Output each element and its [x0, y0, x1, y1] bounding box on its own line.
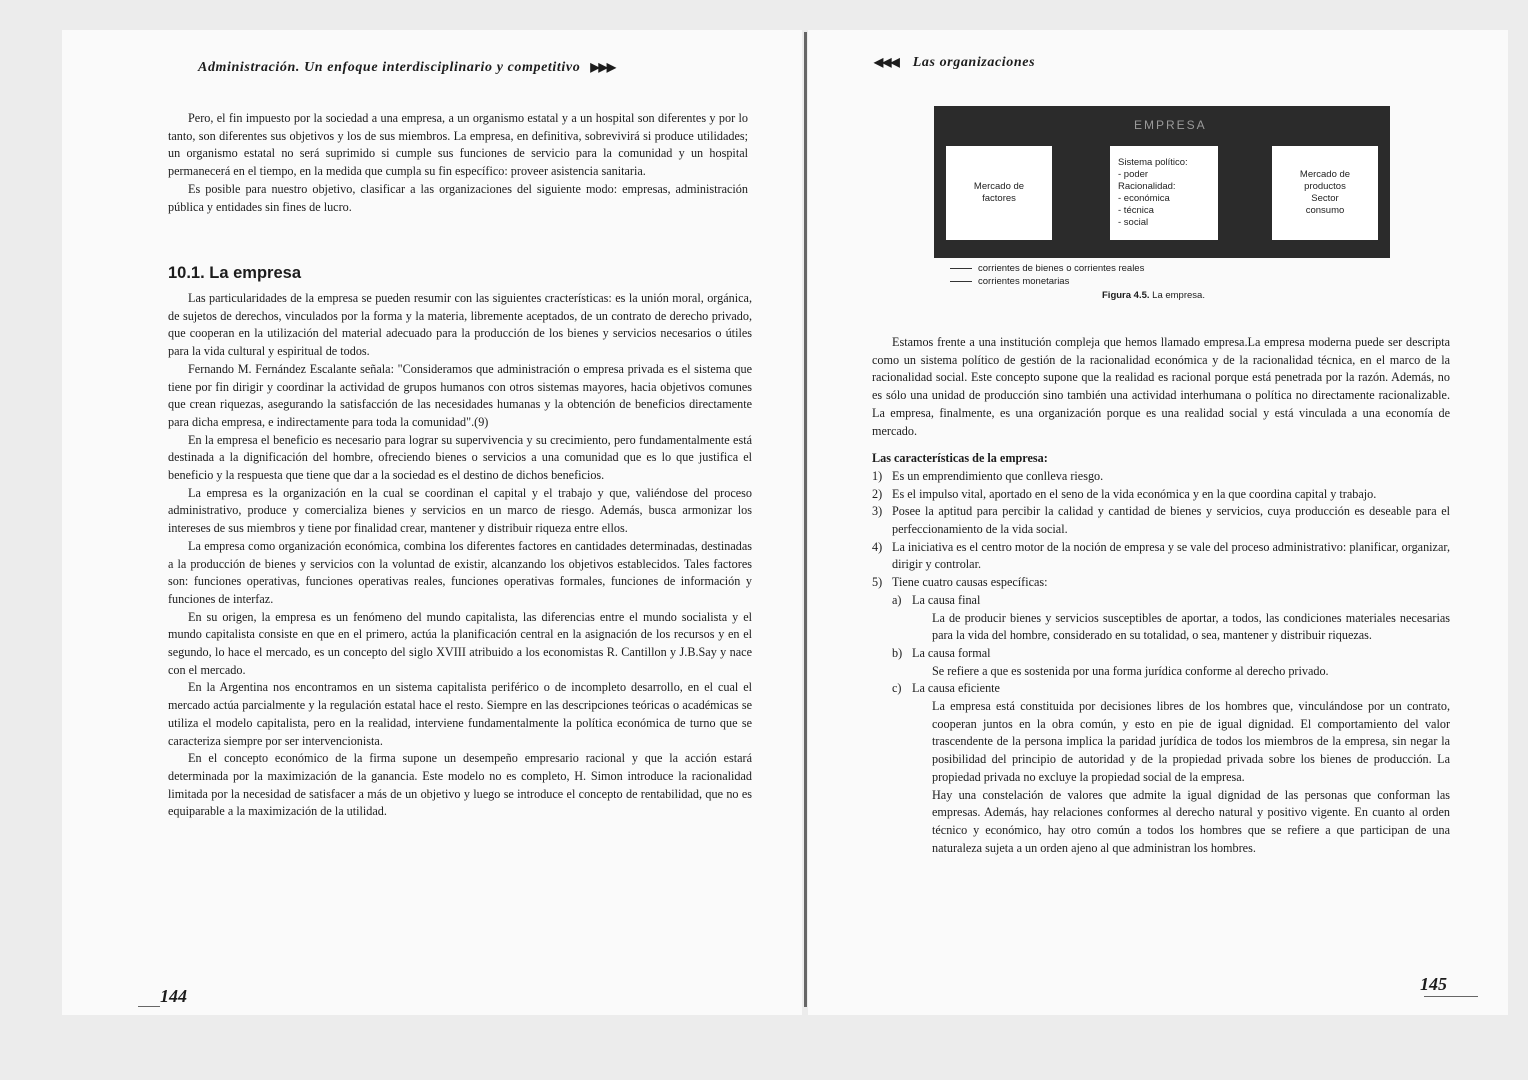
list-item: [872, 486, 1450, 504]
cause-text: La de producir bienes y servicios susceptibles de aportar, a todos, las condiciones materiales necesarias para la vida del hombre, considerado en su totalidad, o sea, mantener y distribuir riquezas.: [932, 610, 1450, 643]
intro-text: [168, 110, 748, 216]
cause-title: La causa eficiente: [912, 681, 1000, 696]
item-number: 3): [872, 504, 883, 519]
paragraph: En la empresa el beneficio es necesario para lograr su supervivencia y su crecimiento, pero fundamentalmente está destinada a la dignificación del hombre, ofreciendo bienes o servicios a una comunidad que es lo que justifica el beneficio y la respuesta que tiene que dar a la sociedad es el destino de dichos beneficios.: [168, 432, 752, 483]
cause-title: La causa final: [912, 592, 981, 607]
item-text: Es el impulso vital, aportado en el seno de la vida económica y en la que coordina capital y trabajo.: [892, 486, 1377, 501]
running-head-left: [198, 60, 808, 76]
paragraph: En la Argentina nos encontramos en un sistema capitalista periférico o de incompleto desarrollo, en el cual el mercado actúa parcialmente y la regulación estatal hace el resto. Siempre en las descripciones teóricas o académicas se utiliza el modelo capitalista, pero en la realidad, interviene fundamentalmente la política económica de turno que se caracteriza siempre por ser intervencionista.: [168, 680, 752, 748]
cause-text: Se refiere a que es sostenida por una forma jurídica conforme al derecho privado.: [932, 663, 1329, 678]
cause-item: [892, 680, 1450, 857]
paragraph: La empresa es la organización en la cual se coordinan el capital y el trabajo y que, valiéndose del proceso administrativo, produce y comercializa bienes y servicios en un marco de riesgo. Además, busca armonizar los intereses de sus miembros y tiene por finalidad crear, mantener y distribuir riqueza entre ellos.: [168, 485, 752, 536]
body-text-left: [168, 290, 752, 821]
page-number-left: 144: [160, 986, 187, 1006]
box-line: Sistema político:: [1118, 157, 1188, 168]
item-number: 1): [872, 468, 883, 483]
figure-caption: [1102, 290, 1205, 301]
box-line: Sector: [1311, 193, 1339, 204]
box-sistema-politico: [1110, 146, 1218, 240]
item-number: 4): [872, 539, 883, 554]
box-line: Mercado de: [1299, 169, 1351, 180]
item-text: Tiene cuatro causas específicas:: [892, 575, 1048, 590]
box-line: - económica: [1118, 193, 1170, 204]
cause-title: La causa formal: [912, 645, 991, 660]
paragraph: En su origen, la empresa es un fenómeno del mundo capitalista, las diferencias entre el mundo socialista y el mundo capitalista consiste en que en el primero, actúa la planificación central en la asignación de los recursos y en el segundo, lo hace el mercado, es un concepto del siglo XVIII atribuido a los economistas R. Cantillon y J.B.Say y nace con el mercado.: [168, 609, 752, 677]
list-item: [872, 503, 1450, 538]
box-line: Mercado de: [973, 181, 1025, 192]
cause-text: La empresa está constituida por decisiones libres de los hombres que, vinculándose por un contrato, cooperan juntos en la obra común, y esto en pie de igual dignidad. El comportamiento del valor trascendente de la persona implica la paridad jurídica de todos los miembros de la empresa, sin negar la posibilidad del principio de autoridad y de la propiedad privada sobre los bienes de producción. La propiedad privada no excluye la propiedad social de la empresa.: [932, 699, 1450, 784]
cause-letter: c): [892, 681, 902, 696]
item-number: 5): [872, 575, 883, 590]
box-line: productos: [1304, 181, 1346, 192]
running-head-right: [874, 55, 1035, 71]
figure-caption-text: La empresa.: [1152, 290, 1205, 301]
legend-monetarias: corrientes monetarias: [950, 276, 1069, 287]
legend-bienes: corrientes de bienes o corrientes reales: [950, 263, 1144, 274]
cause-letter: a): [892, 592, 902, 607]
box-mercado-productos: [1272, 146, 1378, 240]
paragraph: Pero, el fin impuesto por la sociedad a una empresa, a un organismo estatal y a un hospital son diferentes y por lo tanto, son diferentes sus objetivos y los de sus miembros. La empresa, en definitiva, sobrevivirá si produce utilidades; un organismo estatal no será suprimido si cumple sus funciones de servicio para la comunidad y un hospital permanecerá en el tiempo, en la medida que cumpla su fin específico: proveer asistencia sanitaria.: [168, 111, 748, 179]
cause-item: [892, 645, 1450, 680]
list-item: [872, 574, 1450, 857]
running-head-left-text: Administración. Un enfoque interdisciplinario y competitivo: [198, 60, 581, 75]
item-number: 2): [872, 486, 883, 501]
list-item: [872, 468, 1450, 486]
paragraph: Fernando M. Fernández Escalante señala: "Consideramos que administración o empresa privada es el sistema que tiene por fin dirigir y coordinar la actividad de grupos humanos con otros sistemas mayores, hacia objetivos comunes que crean riquezas, asegurando la satisfacción de las necesidades humanas y la obtención de beneficios directamente para dicha empresa, e indirectamente para toda la comunidad".(9): [168, 361, 752, 429]
item-text: La iniciativa es el centro motor de la noción de empresa y se vale del proceso administrativo: planificar, organizar, dirigir y controlar.: [892, 539, 1450, 572]
cause-text: Hay una constelación de valores que admite la igual dignidad de las personas que conforman las empresas. Además, hay relaciones conformes al derecho natural y positivo vigente. En cuanto al orden técnico y económico, hay otro común a todos los hombres que se refiere a que participan de una naturaleza sujeta a un orden ajeno al que administran los hombres.: [932, 787, 1450, 855]
body-text-right: [872, 334, 1450, 857]
box-line: - poder: [1118, 169, 1149, 180]
paragraph: La empresa como organización económica, combina los diferentes factores en cantidades determinadas, destinadas a la producción de bienes y servicios con la voluntad de existir, alcanzando los objetivos establecidos. Tales factores son: funciones operativas, funciones operativas reales, funciones operativas formales, funciones de información y funciones de interfaz.: [168, 538, 752, 606]
cause-item: [892, 592, 1450, 645]
paragraph: Las particularidades de la empresa se pueden resumir con las siguientes cracterísticas: es la unión moral, orgánica, de sujetos de derechos, vinculados por la forma y la materia, libremente aceptados, de un contrato de derecho privado, que cooperan en la utilización del material adecuado para la producción de los bienes y servicios necesarios o útiles para la vida cultural y espiritual de todos.: [168, 291, 752, 359]
figure-empresa-diagram: [934, 106, 1390, 258]
characteristics-title: Las características de la empresa:: [872, 451, 1048, 466]
item-text: Posee la aptitud para percibir la calidad y cantidad de bienes y servicios, cuya producción es deseable para el perfeccionamiento de la vida social.: [892, 504, 1450, 537]
section-title: 10.1. La empresa: [168, 264, 301, 282]
box-line: - técnica: [1118, 205, 1154, 216]
box-line: Racionalidad:: [1118, 181, 1176, 192]
item-text: Es un emprendimiento que conlleva riesgo.: [892, 468, 1104, 483]
figure-caption-label: Figura 4.5.: [1102, 290, 1150, 301]
causes-list: [892, 592, 1450, 858]
page-number-right: 145: [1420, 974, 1447, 994]
box-line: factores: [982, 193, 1016, 204]
paragraph: En el concepto económico de la firma supone un desempeño empresario racional y que la acción estará determinada por la maximización de la ganancia. Este modelo no es completo, H. Simon introduce la racionalidad limitada por la necesidad de satisfacer a más de un objetivo y luego se introduce el concepto de rentabilidad, que no es equiparable a la maximización de la utilidad.: [168, 751, 752, 819]
characteristics-list: [872, 468, 1450, 857]
forward-arrows-icon: ▶▶▶: [590, 60, 615, 74]
box-line: - social: [1118, 217, 1149, 228]
book-gutter: [804, 32, 807, 1007]
box-mercado-factores: [946, 146, 1052, 240]
paragraph: Es posible para nuestro objetivo, clasificar a las organizaciones del siguiente modo: empresas, administración pública y entidades sin fines de lucro.: [168, 181, 748, 214]
back-arrows-icon: ◀◀◀: [874, 55, 899, 69]
box-line: consumo: [1305, 205, 1345, 216]
running-head-right-text: Las organizaciones: [912, 55, 1036, 70]
paragraph: Estamos frente a una institución compleja que hemos llamado empresa.La empresa moderna puede ser descripta como un sistema político de gestión de la racionalidad económica y de la racionalidad técnica, en el marco de la racionalidad social. Este concepto supone que la realidad es racional porque está penetrada por la razón. Además, no es sólo una unidad de producción sino también una actividad interhumana o política no directamente racionalizable. La empresa, finalmente, es una organización porque es una realidad social y está vinculada a una economía de mercado.: [872, 335, 1450, 438]
list-item: [872, 539, 1450, 574]
cause-letter: b): [892, 645, 903, 660]
figure-title: EMPRESA: [1134, 118, 1207, 132]
